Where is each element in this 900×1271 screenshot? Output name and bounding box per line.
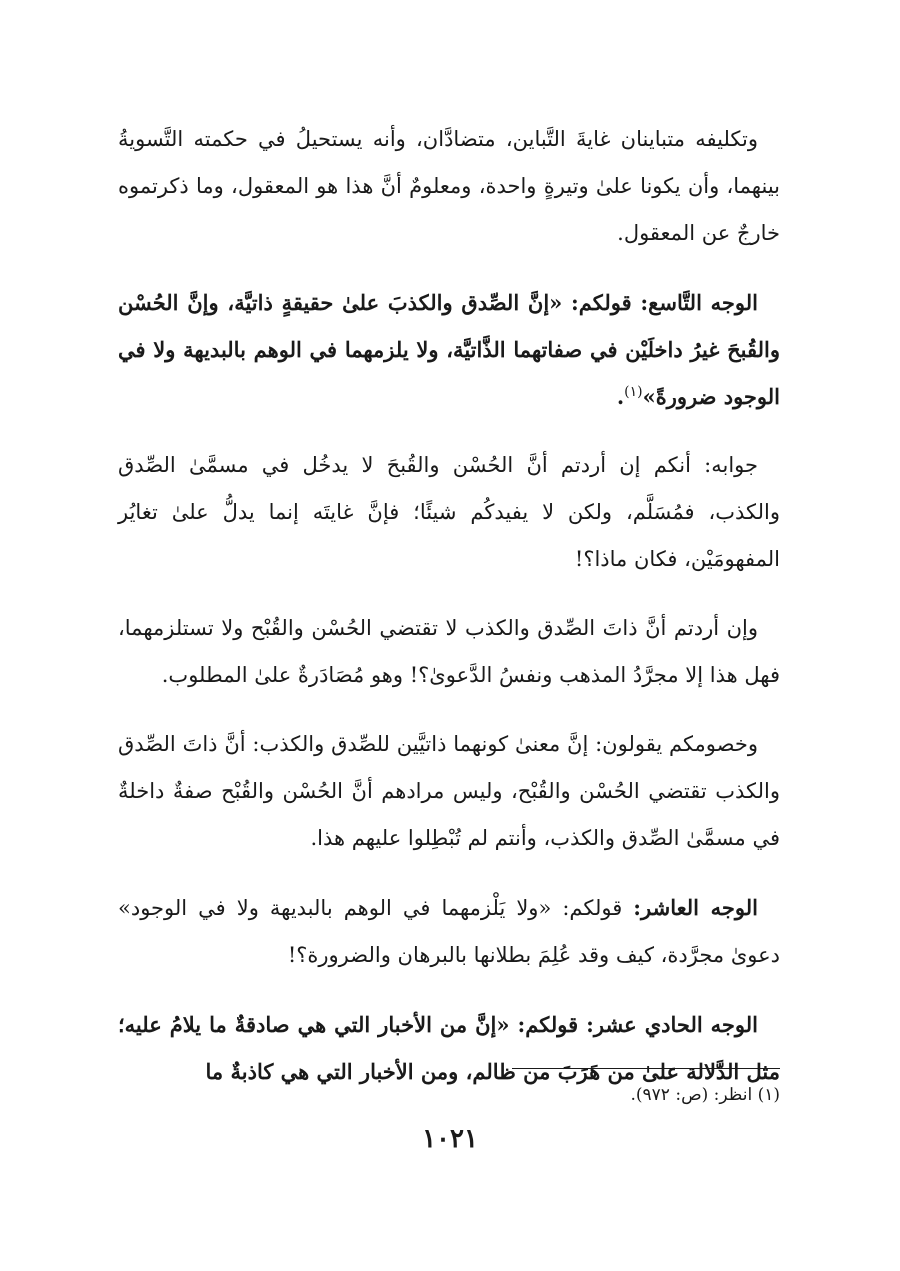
paragraph-6-tenth-aspect: [118, 884, 780, 979]
paragraph-7-text: قولكم: «إنَّ من الأخبار التي هي صادقةٌ ما يلامُ عليه؛ مثل الدَّلالة علىٰ من هَرَبَ من ظالم، ومن الأخبار التي هي كاذبةٌ ما: [118, 1012, 780, 1084]
footnote-marker[interactable]: (١): [624, 384, 643, 400]
page-body: [118, 116, 780, 1117]
section-heading-ninth: الوجه التَّاسع:: [640, 290, 758, 315]
paragraph-3-text: جوابه: أنكم إن أردتم أنَّ الحُسْن والقُبحَ لا يدخُل في مسمَّىٰ الصِّدق والكذب، فمُسَلَّم، ولكن لا يفيدكُم شيئًا؛ فإنَّ غايتَه إنما يدلُّ علىٰ تغايُر المفهومَيْن، فكان ماذا؟!: [118, 453, 780, 571]
section-heading-eleventh: الوجه الحادي عشر:: [586, 1012, 758, 1037]
paragraph-2-ninth-aspect: [118, 279, 780, 420]
section-heading-tenth: الوجه العاشر:: [633, 895, 758, 920]
paragraph-6-text: قولكم: «ولا يَلْزمهما في الوهم بالبديهة ولا في الوجود» دعوىٰ مجرَّدة، كيف وقد عُلِمَ بطلانها بالبرهان والضرورة؟!: [118, 896, 780, 967]
footnote: [118, 1082, 780, 1108]
paragraph-1: [118, 116, 780, 257]
paragraph-7-eleventh-aspect: [118, 1001, 780, 1095]
page-number: ١٠٢١: [422, 1124, 478, 1154]
paragraph-2-text: قولكم: «إنَّ الصِّدق والكذبَ علىٰ حقيقةٍ ذاتيَّة، وإنَّ الحُسْن والقُبحَ غيرُ داخلَيْن في صفاتهما الذَّاتيَّة، ولا يلزمهما في الوهم بالبديهة ولا في الوجود ضرورةً»: [118, 290, 780, 409]
paragraph-1-text: وتكليفه متباينان غايةَ التَّباين، متضادَّان، وأنه يستحيلُ في حكمته التَّسويةُ بينهما، وأن يكونا علىٰ وتيرةٍ واحدة، ومعلومٌ أنَّ هذا هو المعقول، وما ذكرتموه خارجٌ عن المعقول.: [118, 127, 780, 245]
footnote-text: (١) انظر: (ص: ٩٧٢).: [630, 1085, 780, 1105]
paragraph-2-tail: .: [616, 384, 625, 409]
paragraph-5-text: وخصومكم يقولون: إنَّ معنىٰ كونهما ذاتيَّين للصِّدق والكذب: أنَّ ذاتَ الصِّدق والكذب تقتضي الحُسْن والقُبْح، وليس مرادهم أنَّ الحُسْن والقُبْح صفةٌ داخلةٌ في مسمَّىٰ الصِّدق والكذب، وأنتم لم تُبْطِلوا عليهم هذا.: [118, 732, 780, 850]
paragraph-4: [118, 605, 780, 699]
paragraph-4-text: وإن أردتم أنَّ ذاتَ الصِّدق والكذب لا تقتضي الحُسْن والقُبْح ولا تستلزمهما، فهل هذا إلا مجرَّدُ المذهب ونفسُ الدَّعوىٰ؟! وهو مُصَادَرةٌ علىٰ المطلوب.: [118, 616, 780, 687]
footnote-divider: [512, 1068, 780, 1069]
paragraph-3: [118, 442, 780, 583]
paragraph-5: [118, 721, 780, 862]
